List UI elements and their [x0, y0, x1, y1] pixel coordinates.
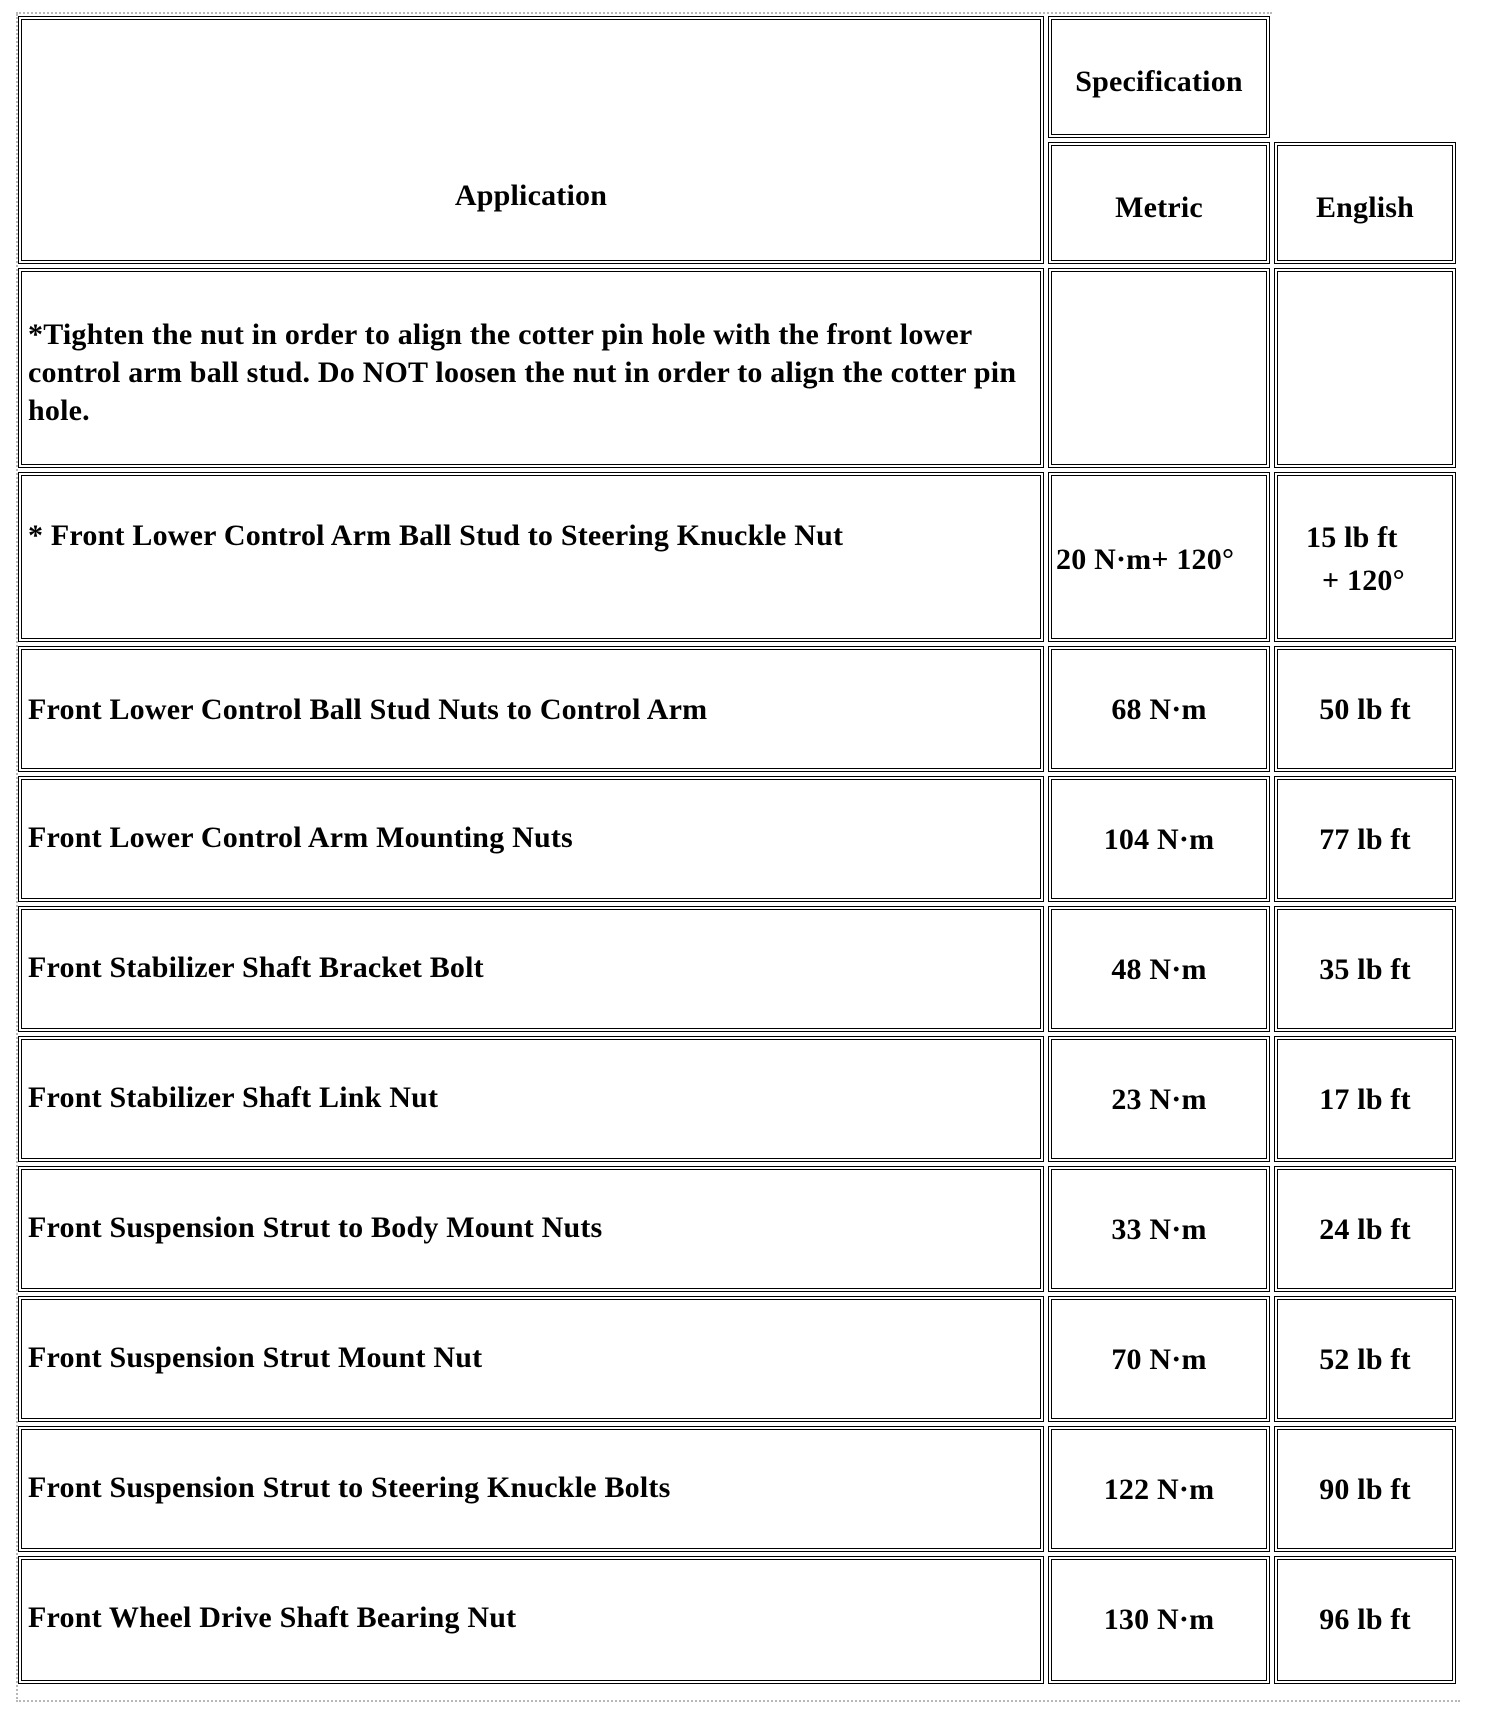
- metric-value: 122 N·m: [1103, 1473, 1215, 1506]
- application-text: Front Suspension Strut to Steering Knuckle Bolts: [28, 1471, 671, 1504]
- metric-value: 23 N·m: [1111, 1083, 1207, 1116]
- english-header: English: [1315, 191, 1415, 224]
- table-row-metric: [1048, 1426, 1270, 1552]
- table-row-application: [18, 1556, 1044, 1684]
- application-text: Front Wheel Drive Shaft Bearing Nut: [28, 1601, 517, 1634]
- table-row-application: [18, 906, 1044, 1032]
- table-row-english: [1274, 1556, 1456, 1684]
- table-row-application: [18, 1296, 1044, 1422]
- english-value: 90 lb ft: [1319, 1473, 1411, 1506]
- specification-header: Specification: [1075, 65, 1243, 98]
- table-row-english: [1274, 906, 1456, 1032]
- table-row-application: [18, 1166, 1044, 1292]
- table-row-metric: [1048, 1296, 1270, 1422]
- application-text: Front Suspension Strut to Body Mount Nuts: [28, 1211, 603, 1244]
- table-row-application: [18, 1426, 1044, 1552]
- table-row-english: [1274, 1296, 1456, 1422]
- table-row-application: [18, 1036, 1044, 1162]
- english-value: 24 lb ft: [1319, 1213, 1411, 1246]
- english-value: 77 lb ft: [1319, 823, 1411, 856]
- english-value: 35 lb ft: [1319, 953, 1411, 986]
- application-text: * Front Lower Control Arm Ball Stud to Steering Knuckle Nut: [28, 519, 844, 552]
- table-row-metric: [1048, 776, 1270, 902]
- table-row-metric: [1048, 472, 1270, 642]
- table-row-english: [1274, 1166, 1456, 1292]
- metric-value: 48 N·m: [1111, 953, 1207, 986]
- application-header-cell: [18, 16, 1044, 264]
- specification-header-cell: [1048, 16, 1270, 138]
- table-row-english: [1274, 1426, 1456, 1552]
- table-row-metric: [1048, 646, 1270, 772]
- application-text: Front Lower Control Ball Stud Nuts to Control Arm: [28, 693, 708, 726]
- table-row-english: [1274, 776, 1456, 902]
- metric-value: 20 N·m+ 120°: [1056, 543, 1235, 576]
- application-text: Front Lower Control Arm Mounting Nuts: [28, 821, 573, 854]
- english-value: 15 lb ft: [1306, 521, 1398, 554]
- metric-value: 68 N·m: [1111, 693, 1207, 726]
- metric-value: 33 N·m: [1111, 1213, 1207, 1246]
- table-row-metric: [1048, 1166, 1270, 1292]
- table-row-metric: [1048, 1036, 1270, 1162]
- english-value: 50 lb ft: [1319, 693, 1411, 726]
- note-application-cell: [18, 268, 1044, 468]
- table-row-application: [18, 646, 1044, 772]
- table-row-english: [1274, 646, 1456, 772]
- table-row-english: [1274, 1036, 1456, 1162]
- table-row-metric: [1048, 1556, 1270, 1684]
- application-text: Front Suspension Strut Mount Nut: [28, 1341, 483, 1374]
- table-row-application: [18, 472, 1044, 642]
- table-row-metric: [1048, 906, 1270, 1032]
- metric-header-cell: [1048, 142, 1270, 264]
- note-english-cell: [1274, 268, 1456, 468]
- note-metric-cell: [1048, 268, 1270, 468]
- english-value: 17 lb ft: [1319, 1083, 1411, 1116]
- english-header-cell: [1274, 142, 1456, 264]
- english-value-angle: + 120°: [1322, 564, 1405, 597]
- application-header: Application: [454, 179, 608, 212]
- metric-value: 70 N·m: [1111, 1343, 1207, 1376]
- torque-note: *Tighten the nut in order to align the cotter pin hole with the front lower control arm ball stud. Do NOT loosen the nut in order to align the cotter pin hole.: [28, 318, 1017, 427]
- table-row-application: [18, 776, 1044, 902]
- metric-value: 104 N·m: [1103, 823, 1215, 856]
- english-value: 96 lb ft: [1319, 1603, 1411, 1636]
- application-text: Front Stabilizer Shaft Link Nut: [28, 1081, 439, 1114]
- metric-value: 130 N·m: [1103, 1603, 1215, 1636]
- english-value: 52 lb ft: [1319, 1343, 1411, 1376]
- table-row-english: [1274, 472, 1456, 642]
- application-text: Front Stabilizer Shaft Bracket Bolt: [28, 951, 484, 984]
- metric-header: Metric: [1115, 191, 1203, 224]
